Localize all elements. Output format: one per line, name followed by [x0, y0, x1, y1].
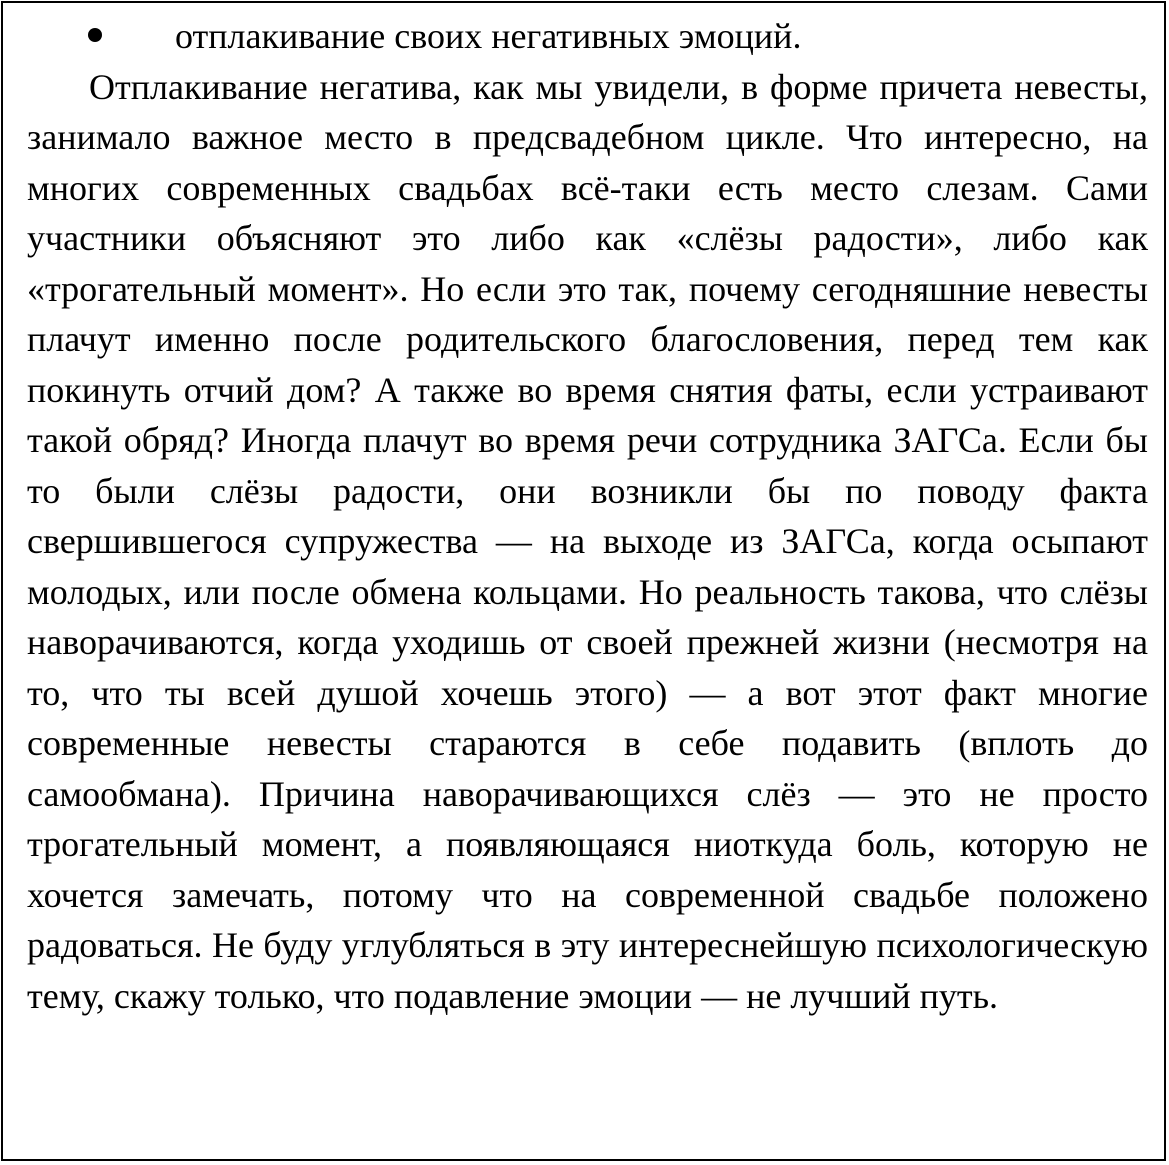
document-body — [27, 11, 1148, 1021]
bullet-item-text: отплакивание своих негативных эмоций. — [175, 16, 802, 56]
bullet-icon — [88, 28, 102, 42]
bullet-list-item — [27, 11, 1148, 62]
body-paragraph: Отплакивание негатива, как мы увидели, в форме причета невесты, занимало важное место в предсвадебном цикле. Что интересно, на многих современных свадьбах всё-таки есть место слезам. Сами участники объясняют это либо как «слёзы радости», либо как «трогательный момент». Но если это так, почему сегодняшние невесты плачут именно после родительского благословения, перед тем как покинуть отчий дом? А также во время снятия фаты, если устраивают такой обряд? Иногда плачут во время речи сотрудника ЗАГСа. Если бы то были слёзы радости, они возникли бы по поводу факта свершившегося супружества — на выходе из ЗАГСа, когда осыпают молодых, или после обмена кольцами. Но реальность такова, что слёзы наворачиваются, когда уходишь от своей прежней жизни (несмотря на то, что ты всей душой хочешь этого) — а вот этот факт многие современные невесты стараются в себе подавить (вплоть до самообмана). Причина наворачивающихся слёз — это не просто трогательный момент, а появляющаяся ниоткуда боль, которую не хочется замечать, потому что на современной свадьбе положено радоваться. Не буду углубляться в эту интереснейшую психологическую тему, скажу только, что подавление эмоции — не лучший путь. — [27, 66, 1148, 1016]
page-frame — [1, 1, 1166, 1161]
